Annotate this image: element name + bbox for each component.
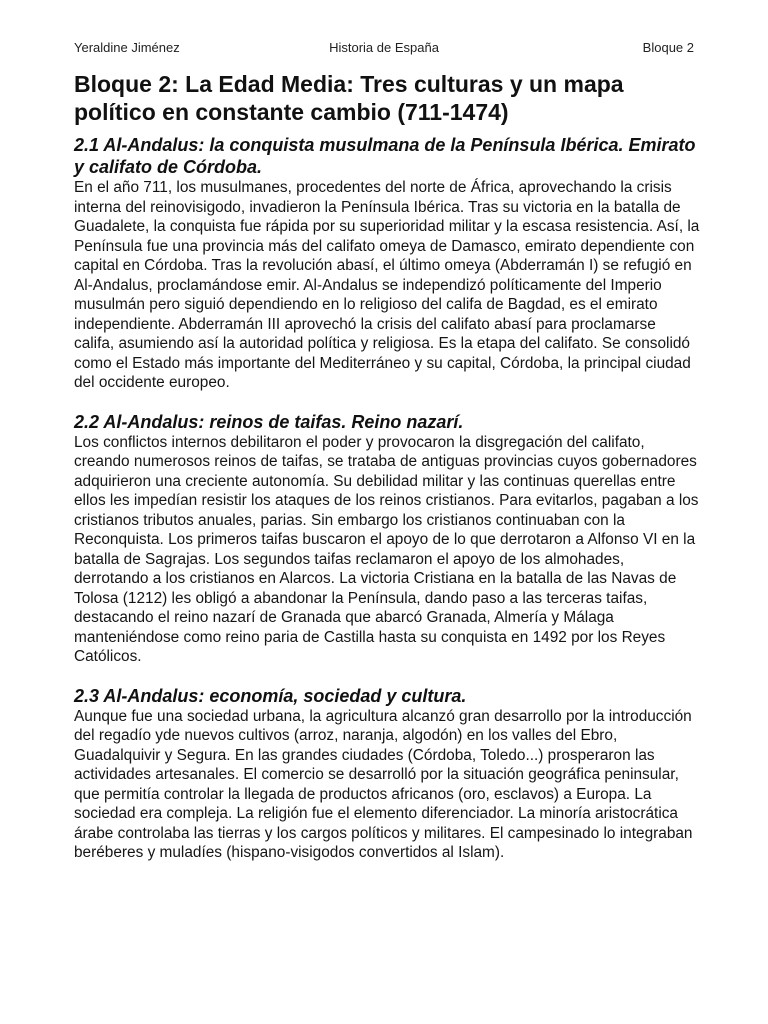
- section-body: Los conflictos internos debilitaron el poder y provocaron la disgregación del califato, creando numerosos reinos de taifas, se trataba de antiguas provincias cuyos gobernadores adquirieron una creciente autonomía. Su debilidad militar y las continuas querellas entre ellos les impedían resistir los ataques de los reinos cristianos. Para evitarlos, pagaban a los cristianos tributos anuales, parias. Sin embargo los cristianos continuaban con la Reconquista. Los primeros taifas buscaron el apoyo de lo que derrotaron a Alfonso VI en la batalla de Sagrajas. Los segundos taifas reclamaron el apoyo de los almohades, derrotando a los cristianos en Alarcos. La victoria Cristiana en la batalla de las Navas de Tolosa (1212) les obligó a abandonar la Península, dando paso a las terceras taifas, destacando el reino nazarí de Granada que abarcó Granada, Almería y Málaga manteniéndose como reino paria de Castilla hasta su conquista en 1492 por los Reyes Católicos.: [74, 433, 699, 665]
- page-header: [74, 40, 694, 55]
- section-2-1: [74, 134, 700, 393]
- document-content: [74, 70, 700, 881]
- section-2-2: [74, 411, 700, 667]
- section-2-3: [74, 685, 700, 863]
- section-body: Aunque fue una sociedad urbana, la agricultura alcanzó gran desarrollo por la introducción del regadío yde nuevos cultivos (arroz, naranja, algodón) en los valles del Ebro, Guadalquivir y Segura. En las grandes ciudades (Córdoba, Toledo...) prosperaron las actividades artesanales. El comercio se desarrolló por la situación geográfica peninsular, que permitía controlar la llegada de productos africanos (oro, esclavos) a Europa. La sociedad era compleja. La religión fue el elemento diferenciador. La minoría aristocrática árabe controlaba las tierras y los cargos políticos y militares. El campesinado lo integraban beréberes y muladíes (hispano-visigodos convertidos al Islam).: [74, 707, 693, 861]
- header-subject: Historia de España: [329, 40, 439, 55]
- header-author: Yeraldine Jiménez: [74, 40, 180, 55]
- section-heading: 2.2 Al-Andalus: reinos de taifas. Reino nazarí.: [74, 411, 464, 432]
- section-heading: 2.1 Al-Andalus: la conquista musulmana de la Península Ibérica. Emirato y califato de Córdoba.: [74, 135, 696, 177]
- section-body: En el año 711, los musulmanes, procedentes del norte de África, aprovechando la crisis interna del reinovisigodo, invadieron la Península Ibérica. Tras su victoria en la batalla de Guadalete, la conquista fue rápida por su superioridad militar y la escasa resistencia. Así, la Península fue una provincia más del califato omeya de Damasco, emirato dependiente con capital en Córdoba. Tras la revolución abasí, el último omeya (Abderramán I) se refugió en Al-Andalus, proclamándose emir. Al-Andalus se independizó políticamente del Imperio musulmán pero siguió dependiendo en lo religioso del califa de Bagdad, es el emirato independiente. Abderramán III aprovechó la crisis del califato abasí para proclamarse califa, asumiendo así la autoridad política y religiosa. Es la etapa del califato. Se consolidó como el Estado más importante del Mediterráneo y su capital, Córdoba, la principal ciudad del occidente europeo.: [74, 179, 700, 391]
- header-block: Bloque 2: [642, 40, 694, 55]
- document-title: Bloque 2: La Edad Media: Tres culturas y un mapa político en constante cambio (711-1474): [74, 71, 624, 125]
- section-heading: 2.3 Al-Andalus: economía, sociedad y cultura.: [74, 685, 467, 706]
